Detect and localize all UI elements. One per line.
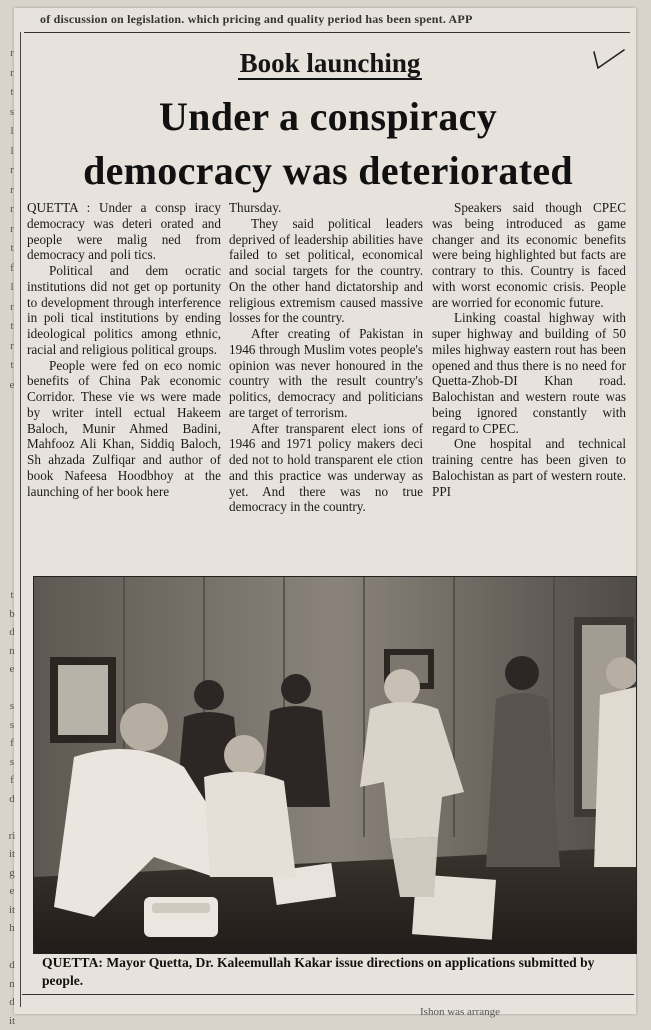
headline-line-2: democracy was deteriorated bbox=[28, 144, 628, 198]
column-1-paragraph-1: QUETTA : Under a consp iracy democracy was deteri orated and people were malig ned from democracy and poli tics. bbox=[27, 200, 221, 263]
margin-fragment: s bbox=[6, 697, 18, 716]
margin-fragment: ri bbox=[6, 827, 18, 846]
article-column-2 bbox=[229, 200, 423, 515]
left-margin-fragments-lower bbox=[6, 586, 18, 1030]
kicker-text: Book launching bbox=[238, 48, 423, 80]
margin-fragment: it bbox=[6, 1012, 18, 1030]
margin-fragment: f bbox=[6, 259, 18, 279]
margin-fragment bbox=[6, 808, 18, 827]
margin-fragment: d bbox=[6, 993, 18, 1012]
headline bbox=[28, 90, 628, 198]
column-2-paragraph-4: After transparent elect ions of 1946 and 1971 policy makers deci ded not to hold transparent ele ction and this practice was underway as yet. And there was no true democracy in the country. bbox=[229, 421, 423, 516]
margin-fragment: d bbox=[6, 623, 18, 642]
margin-fragment: d bbox=[6, 956, 18, 975]
news-photo bbox=[33, 576, 637, 954]
margin-fragment: r bbox=[6, 298, 18, 318]
column-2-paragraph-1: Thursday. bbox=[229, 200, 423, 216]
margin-fragment: s bbox=[6, 753, 18, 772]
margin-fragment: f bbox=[6, 771, 18, 790]
photo-caption: QUETTA: Mayor Quetta, Dr. Kaleemullah Kakar issue directions on applications submitted by people. bbox=[42, 954, 632, 990]
margin-fragment: t bbox=[6, 356, 18, 376]
margin-fragment: g bbox=[6, 864, 18, 883]
margin-fragment: d bbox=[6, 790, 18, 809]
column-2-paragraph-3: After creating of Pakistan in 1946 through Muslim votes people's opinion was never honoured in the country with the result country's politics, democracy and politicians are target of terrorism. bbox=[229, 326, 423, 421]
margin-fragment: h bbox=[6, 919, 18, 938]
column-3-paragraph-2: Linking coastal highway with super highway and building of 50 miles highway eastern rout has been opened and thus there is no need for Quetta-Zhob-DI Khan road. Balochistan and western route was being ignored constantly with regard to CPEC. bbox=[432, 310, 626, 436]
margin-fragment: r bbox=[6, 200, 18, 220]
left-margin-fragments bbox=[6, 44, 18, 395]
margin-fragment: it bbox=[6, 845, 18, 864]
margin-fragment: e bbox=[6, 660, 18, 679]
bottom-rule bbox=[22, 994, 634, 995]
margin-fragment: it bbox=[6, 901, 18, 920]
margin-fragment: r bbox=[6, 44, 18, 64]
margin-fragment: r bbox=[6, 161, 18, 181]
margin-fragment: b bbox=[6, 605, 18, 624]
margin-fragment: t bbox=[6, 239, 18, 259]
column-1-paragraph-2: Political and dem ocratic institutions did not get op portunity to development through interference in poli tical institutions by ending ideological politics among ethnic, racial and religious political groups. bbox=[27, 263, 221, 358]
margin-fragment: t bbox=[6, 586, 18, 605]
margin-fragment: r bbox=[6, 220, 18, 240]
margin-fragment: s bbox=[6, 716, 18, 735]
margin-fragment: t bbox=[6, 317, 18, 337]
margin-fragment: r bbox=[6, 64, 18, 84]
top-rule bbox=[24, 32, 630, 33]
margin-fragment: s bbox=[6, 103, 18, 123]
margin-fragment: l bbox=[6, 122, 18, 142]
headline-line-1: Under a conspiracy bbox=[28, 90, 628, 144]
margin-fragment: t bbox=[6, 83, 18, 103]
section-kicker bbox=[40, 48, 620, 79]
article-column-3 bbox=[432, 200, 626, 499]
margin-fragment: l bbox=[6, 278, 18, 298]
article-column-1 bbox=[27, 200, 221, 499]
column-3-paragraph-1: Speakers said though CPEC was being introduced as game changer and its economic benefits were being highlighted but facts are contrary to this. Country is faced with worst economic crisis. People are worried for economic future. bbox=[432, 200, 626, 310]
left-column-rule bbox=[20, 32, 21, 1007]
margin-fragment: e bbox=[6, 882, 18, 901]
news-photo-illustration bbox=[34, 577, 636, 953]
margin-fragment: l bbox=[6, 142, 18, 162]
margin-fragment: r bbox=[6, 181, 18, 201]
column-1-paragraph-3: People were fed on eco nomic benefits of China Pak economic Corridor. These vie ws were made by writer intell ectual Hakeem Baloch, Munir Ahmed Badini, Mahfooz Ali Khan, Siddiq Baloch, Sh ahzada Zulfiqar and author of book Nafeesa Hoodbhoy at the launching of her book here bbox=[27, 358, 221, 500]
column-2-paragraph-2: They said political leaders deprived of leadership abilities have failed to set political, economical and social targets for the country. On the other hand dictatorship and religious extremism caused massive losses for the country. bbox=[229, 216, 423, 326]
column-3-paragraph-3: One hospital and technical training centre has been given to Balochistan as part of western route. PPI bbox=[432, 436, 626, 499]
margin-fragment bbox=[6, 679, 18, 698]
margin-fragment: n bbox=[6, 975, 18, 994]
margin-fragment: n bbox=[6, 642, 18, 661]
previous-article-strip: of discussion on legislation. which pricing and quality period has been spent. APP bbox=[40, 12, 630, 28]
margin-fragment: r bbox=[6, 337, 18, 357]
margin-fragment: f bbox=[6, 734, 18, 753]
next-article-strip: Ishon was arrange bbox=[420, 1006, 500, 1018]
margin-fragment bbox=[6, 938, 18, 957]
margin-fragment: e bbox=[6, 376, 18, 396]
